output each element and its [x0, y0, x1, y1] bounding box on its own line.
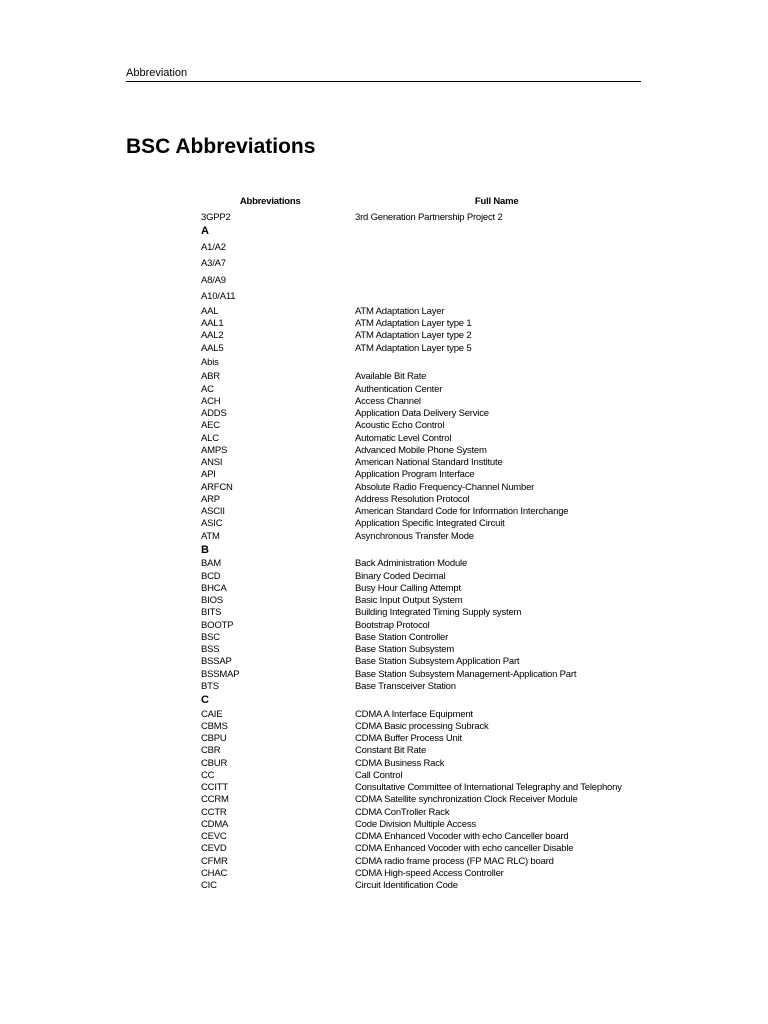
table-row — [201, 355, 641, 372]
abbreviation-cell: BTS — [201, 680, 219, 692]
abbreviation-cell: CCITT — [201, 782, 228, 793]
abbreviation-cell: AAL5 — [201, 342, 224, 354]
table-row — [201, 733, 641, 745]
table-row — [201, 782, 641, 794]
full-name-cell: Automatic Level Control — [355, 432, 452, 444]
abbreviation-cell: AC — [201, 383, 214, 395]
table-row — [201, 807, 641, 819]
abbreviation-cell: ARP — [201, 493, 220, 505]
table-row — [201, 709, 641, 721]
full-name-cell: Base Transceiver Station — [355, 680, 456, 692]
table-row — [201, 408, 641, 420]
table-row — [201, 794, 641, 806]
abbreviation-cell: A3/A7 — [201, 258, 226, 270]
running-header: Abbreviation — [126, 66, 641, 82]
table-row — [201, 494, 641, 506]
abbreviation-cell: CCTR — [201, 806, 227, 818]
full-name-cell: Application Program Interface — [355, 469, 475, 481]
table-row — [201, 371, 641, 383]
abbreviation-cell: BSC — [201, 631, 220, 643]
table-row — [201, 558, 641, 570]
full-name-cell: Absolute Radio Frequency-Channel Number — [355, 481, 535, 493]
abbreviation-cell: ADDS — [201, 408, 227, 419]
abbreviation-cell: BSSMAP — [201, 668, 240, 680]
table-row — [201, 632, 641, 644]
full-name-cell: Available Bit Rate — [355, 371, 427, 383]
column-header-abbreviations: Abbreviations — [239, 195, 301, 207]
full-name-cell: Busy Hour Calling Attempt — [355, 582, 461, 594]
full-name-cell: Application Specific Integrated Circuit — [355, 518, 505, 530]
table-row — [201, 318, 641, 330]
abbreviation-cell: CIC — [201, 880, 217, 891]
full-name-cell: 3rd Generation Partnership Project 2 — [355, 212, 503, 223]
abbreviation-cell: CFMR — [201, 855, 228, 867]
full-name-cell: Binary Coded Decimal — [355, 570, 446, 582]
table-row — [201, 819, 641, 831]
abbreviation-cell: ALC — [201, 432, 219, 444]
full-name-cell: Base Station Controller — [355, 631, 449, 643]
abbreviation-cell: BIOS — [201, 595, 223, 606]
abbreviation-cell: BHCA — [201, 582, 227, 594]
abbreviation-cell: ASCII — [201, 506, 225, 517]
table-row — [201, 745, 641, 757]
full-name-cell: Constant Bit Rate — [355, 745, 427, 757]
full-name-cell: CDMA Basic processing Subrack — [355, 720, 489, 732]
abbreviation-cell: CHAC — [201, 867, 228, 879]
abbreviation-cell: CC — [201, 769, 215, 781]
full-name-cell: Base Station Subsystem Management-Application Part — [355, 668, 577, 680]
abbreviation-cell: CEVD — [201, 843, 227, 855]
table-row — [201, 880, 641, 892]
full-name-cell: Code Division Multiple Access — [355, 818, 476, 830]
full-name-cell: ATM Adaptation Layer — [355, 305, 445, 317]
full-name-cell: CDMA High-speed Access Controller — [355, 867, 504, 879]
abbreviation-cell: CBUR — [201, 757, 228, 769]
full-name-cell: Asynchronous Transfer Mode — [355, 530, 474, 542]
abbreviation-cell: CBR — [201, 745, 221, 757]
full-name-cell: Address Resolution Protocol — [355, 493, 470, 505]
abbreviation-cell: CBPU — [201, 733, 227, 744]
table-row — [201, 681, 641, 693]
abbreviation-cell: ARFCN — [201, 481, 233, 493]
table-row — [201, 306, 641, 318]
full-name-cell: CDMA ConTroller Rack — [355, 806, 450, 818]
abbreviations-table — [201, 190, 641, 892]
abbreviation-cell: API — [201, 469, 216, 481]
full-name-cell: ATM Adaptation Layer type 5 — [355, 342, 472, 354]
table-row — [201, 758, 641, 770]
abbreviation-cell: A1/A2 — [201, 241, 226, 253]
table-row — [201, 620, 641, 632]
full-name-cell: CDMA Enhanced Vocoder with echo canceller Disable — [355, 843, 574, 855]
table-row — [201, 469, 641, 481]
table-row — [201, 843, 641, 855]
full-name-cell: Authentication Center — [355, 383, 443, 395]
table-body — [201, 212, 641, 892]
abbreviation-cell: AAL — [201, 305, 219, 317]
full-name-cell: Advanced Mobile Phone System — [355, 444, 487, 456]
abbreviation-cell: CCRM — [201, 794, 229, 806]
table-row — [201, 571, 641, 583]
abbreviation-cell: ACH — [201, 395, 221, 407]
full-name-cell: Back Administration Module — [355, 558, 468, 570]
abbreviation-cell: 3GPP2 — [201, 212, 231, 223]
abbreviation-cell: AEC — [201, 420, 220, 432]
full-name-cell: Basic Input Output System — [355, 595, 463, 606]
abbreviation-cell: CDMA — [201, 818, 229, 830]
full-name-cell: Application Data Delivery Service — [355, 408, 489, 419]
table-row — [201, 289, 641, 306]
table-row — [201, 433, 641, 445]
table-row — [201, 273, 641, 290]
table-row — [201, 330, 641, 342]
abbreviation-cell: BOOTP — [201, 619, 234, 631]
full-name-cell: CDMA Business Rack — [355, 757, 445, 769]
table-row — [201, 831, 641, 843]
full-name-cell: American Standard Code for Information Interchange — [355, 506, 569, 517]
abbreviation-cell: CBMS — [201, 720, 228, 732]
full-name-cell: Consultative Committee of International Telegraphy and Telephony — [355, 782, 622, 793]
table-row — [201, 595, 641, 607]
full-name-cell: CDMA Enhanced Vocoder with echo Canceller board — [355, 831, 569, 842]
full-name-cell: ATM Adaptation Layer type 1 — [355, 318, 472, 329]
full-name-cell: ATM Adaptation Layer type 2 — [355, 330, 472, 342]
abbreviation-cell: AAL1 — [201, 318, 224, 329]
full-name-cell: CDMA radio frame process (FP MAC RLC) board — [355, 855, 554, 867]
table-row — [201, 384, 641, 396]
table-row — [201, 856, 641, 868]
table-row — [201, 396, 641, 408]
table-row — [201, 583, 641, 595]
abbreviation-cell: A10/A11 — [201, 291, 236, 303]
table-row — [201, 240, 641, 257]
abbreviation-cell: AMPS — [201, 444, 228, 456]
table-row — [201, 343, 641, 355]
table-row — [201, 656, 641, 668]
table-row — [201, 721, 641, 733]
full-name-cell: CDMA Satellite synchronization Clock Receiver Module — [355, 794, 578, 806]
abbreviation-cell: BSSAP — [201, 656, 232, 668]
abbreviation-cell: BCD — [201, 570, 221, 582]
abbreviation-cell: Abis — [201, 356, 219, 368]
table-row — [201, 256, 641, 273]
full-name-cell: Base Station Subsystem — [355, 644, 455, 655]
table-header — [201, 190, 641, 212]
page-title: BSC Abbreviations — [126, 135, 316, 158]
table-row — [201, 482, 641, 494]
full-name-cell: Building Integrated Timing Supply system — [355, 607, 522, 619]
abbreviation-cell: ANSI — [201, 457, 223, 468]
abbreviation-cell: CAIE — [201, 708, 223, 720]
table-row — [201, 445, 641, 457]
table-row — [201, 506, 641, 518]
full-name-cell: CDMA A Interface Equipment — [355, 708, 473, 720]
full-name-cell: Acoustic Echo Control — [355, 420, 445, 432]
full-name-cell: American National Standard Institute — [355, 457, 503, 468]
table-row — [201, 457, 641, 469]
full-name-cell: Base Station Subsystem Application Part — [355, 656, 520, 668]
full-name-cell: Call Control — [355, 769, 403, 781]
table-row — [201, 607, 641, 619]
abbreviation-cell: ASIC — [201, 518, 223, 530]
table-row — [201, 212, 641, 224]
section-letter: A — [201, 225, 209, 238]
column-header-full-name: Full Name — [474, 195, 519, 207]
table-row — [201, 669, 641, 681]
abbreviation-cell: ABR — [201, 371, 220, 383]
section-letter: B — [201, 543, 209, 556]
abbreviation-cell: A8/A9 — [201, 274, 226, 286]
table-row — [201, 518, 641, 530]
full-name-cell: Circuit Identification Code — [355, 880, 458, 891]
full-name-cell: CDMA Buffer Process Unit — [355, 733, 462, 744]
abbreviation-cell: BITS — [201, 607, 222, 619]
table-row — [201, 531, 641, 543]
abbreviation-cell: ATM — [201, 530, 220, 542]
full-name-cell: Access Channel — [355, 395, 421, 407]
abbreviation-cell: AAL2 — [201, 330, 224, 342]
table-row — [201, 644, 641, 656]
table-row — [201, 770, 641, 782]
abbreviation-cell: BSS — [201, 644, 220, 655]
full-name-cell: Bootstrap Protocol — [355, 619, 430, 631]
abbreviation-cell: CEVC — [201, 831, 227, 842]
abbreviation-cell: BAM — [201, 558, 221, 570]
table-row — [201, 868, 641, 880]
table-row — [201, 420, 641, 432]
section-letter: C — [201, 694, 209, 706]
